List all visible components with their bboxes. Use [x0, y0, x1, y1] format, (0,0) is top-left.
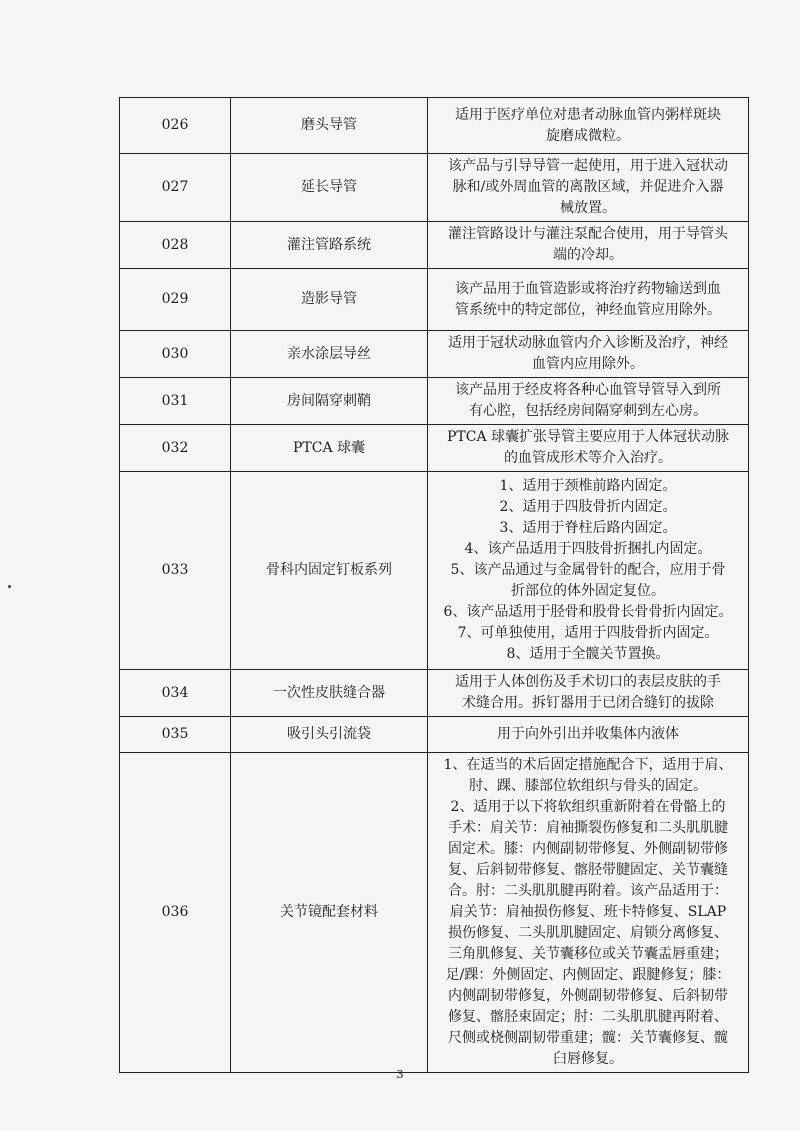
product-description — [428, 98, 749, 154]
table-row — [120, 425, 749, 472]
description-line: 灌注管路设计与灌注泵配合使用，用于导管头 — [448, 226, 728, 242]
product-name: PTCA 球囊 — [231, 425, 428, 472]
description-line: 复、后斜韧带修复、髂胫带腱固定、关节囊缝 — [448, 862, 728, 878]
description-line: PTCA 球囊扩张导管主要应用于人体冠状动脉 — [446, 429, 730, 445]
description-line: 3、适用于脊柱后路内固定。 — [499, 520, 677, 536]
description-line: 械放置。 — [560, 200, 616, 216]
description-line: 臼唇修复。 — [553, 1051, 623, 1067]
product-description — [428, 670, 749, 717]
table-row — [120, 222, 749, 269]
description-line: 固定术。膝：内侧副韧带修复、外侧副韧带修 — [448, 841, 728, 857]
row-number: 036 — [120, 753, 231, 1073]
table-row — [120, 670, 749, 717]
description-line: 2、适用于以下将软组织重新附着在骨骼上的 — [450, 799, 726, 815]
table-row — [120, 753, 749, 1073]
description-line: 手术：肩关节：肩袖撕裂伤修复和二头肌肌腱 — [448, 820, 728, 836]
description-line: 折部位的体外固定复位。 — [511, 583, 665, 599]
description-line: 肩关节：肩袖损伤修复、班卡特修复、SLAP — [449, 904, 727, 920]
product-description — [428, 222, 749, 269]
description-line: 脉和/或外周血管的离散区域，并促进介入器 — [452, 179, 724, 195]
scan-speck — [8, 585, 11, 588]
description-line: 1、在适当的术后固定措施配合下，适用于肩、 — [443, 757, 733, 773]
product-description — [428, 753, 749, 1073]
description-line: 术缝合用。拆钉器用于已闭合缝钉的拔除 — [462, 695, 714, 711]
description-line: 适用于医疗单位对患者动脉血管内粥样斑块 — [455, 106, 721, 123]
table-row — [120, 98, 749, 154]
description-line: 适用于冠状动脉血管内介入诊断及治疗，神经 — [448, 335, 728, 351]
description-line: 该产品与引导导管一起使用，用于进入冠状动 — [448, 158, 728, 174]
description-line: 6、该产品适用于胫骨和股骨长骨骨折内固定。 — [443, 604, 733, 620]
product-name: 灌注管路系统 — [231, 222, 428, 269]
table-row — [120, 472, 749, 670]
description-line: 旋磨成微粒。 — [546, 127, 630, 144]
row-number: 028 — [120, 222, 231, 269]
product-name: 磨头导管 — [231, 98, 428, 154]
description-line: 合。肘：二头肌肌腱再附着。该产品适用于： — [448, 883, 728, 899]
description-line: 1、适用于颈椎前路内固定。 — [499, 478, 677, 494]
product-name: 关节镜配套材料 — [231, 753, 428, 1073]
product-description — [428, 717, 749, 753]
description-line: 尺侧或桡侧副韧带重建；髋：关节囊修复、髋 — [448, 1030, 728, 1046]
description-line: 修复、髂胫束固定；肘：二头肌肌腱再附着、 — [448, 1009, 728, 1025]
description-line: 7、可单独使用，适用于四肢骨折内固定。 — [457, 625, 719, 641]
product-name: 一次性皮肤缝合器 — [231, 670, 428, 717]
description-line: 该产品用于经皮将各种心血管导管导入到所 — [455, 382, 721, 398]
page-number: 3 — [396, 1068, 404, 1081]
description-line: 4、该产品适用于四肢骨折捆扎内固定。 — [464, 541, 712, 557]
product-table — [119, 97, 749, 1073]
description-line: 内侧副韧带修复，外侧副韧带修复、后斜韧带 — [448, 988, 728, 1004]
product-description — [428, 378, 749, 425]
description-line: 的血管成形术等介入治疗。 — [504, 450, 672, 466]
description-line: 端的冷却。 — [553, 247, 623, 263]
row-number: 031 — [120, 378, 231, 425]
description-line: 有心腔，包括经房间隔穿刺到左心房。 — [469, 403, 707, 419]
row-number: 033 — [120, 472, 231, 670]
description-line: 管系统中的特定部位，神经血管应用除外。 — [455, 301, 721, 318]
description-line: 损伤修复、二头肌肌腱固定、肩锁分离修复、 — [448, 925, 728, 941]
description-line: 足/踝：外侧固定、内侧固定、跟腱修复；膝： — [445, 967, 731, 983]
table-row — [120, 331, 749, 378]
product-name: 房间隔穿刺鞘 — [231, 378, 428, 425]
table-row — [120, 717, 749, 753]
product-name: 亲水涂层导丝 — [231, 331, 428, 378]
table-row — [120, 378, 749, 425]
product-name: 延长导管 — [231, 154, 428, 222]
description-line: 5、该产品通过与金属骨针的配合，应用于骨 — [450, 562, 726, 578]
product-table-body — [120, 98, 749, 1073]
row-number: 035 — [120, 717, 231, 753]
product-description — [428, 331, 749, 378]
description-line: 适用于人体创伤及手术切口的表层皮肤的手 — [455, 674, 721, 690]
table-row — [120, 154, 749, 222]
product-description — [428, 472, 749, 670]
product-description — [428, 425, 749, 472]
product-name: 吸引头引流袋 — [231, 717, 428, 753]
row-number: 026 — [120, 98, 231, 154]
row-number: 027 — [120, 154, 231, 222]
product-description — [428, 154, 749, 222]
description-line: 该产品用于血管造影或将治疗药物输送到血 — [455, 280, 721, 297]
description-line: 用于向外引出并收集体内液体 — [497, 726, 679, 742]
description-line: 血管内应用除外。 — [532, 356, 644, 372]
row-number: 034 — [120, 670, 231, 717]
description-line: 三角肌修复、关节囊移位或关节囊盂唇重建； — [448, 946, 728, 962]
description-line: 肘、踝、膝部位软组织与骨头的固定。 — [469, 778, 707, 794]
row-number: 032 — [120, 425, 231, 472]
row-number: 029 — [120, 269, 231, 331]
row-number: 030 — [120, 331, 231, 378]
product-description — [428, 269, 749, 331]
product-name: 骨科内固定钉板系列 — [231, 472, 428, 670]
description-line: 8、适用于全髋关节置换。 — [506, 646, 670, 662]
table-row — [120, 269, 749, 331]
product-name: 造影导管 — [231, 269, 428, 331]
description-line: 2、适用于四肢骨折内固定。 — [499, 499, 677, 515]
